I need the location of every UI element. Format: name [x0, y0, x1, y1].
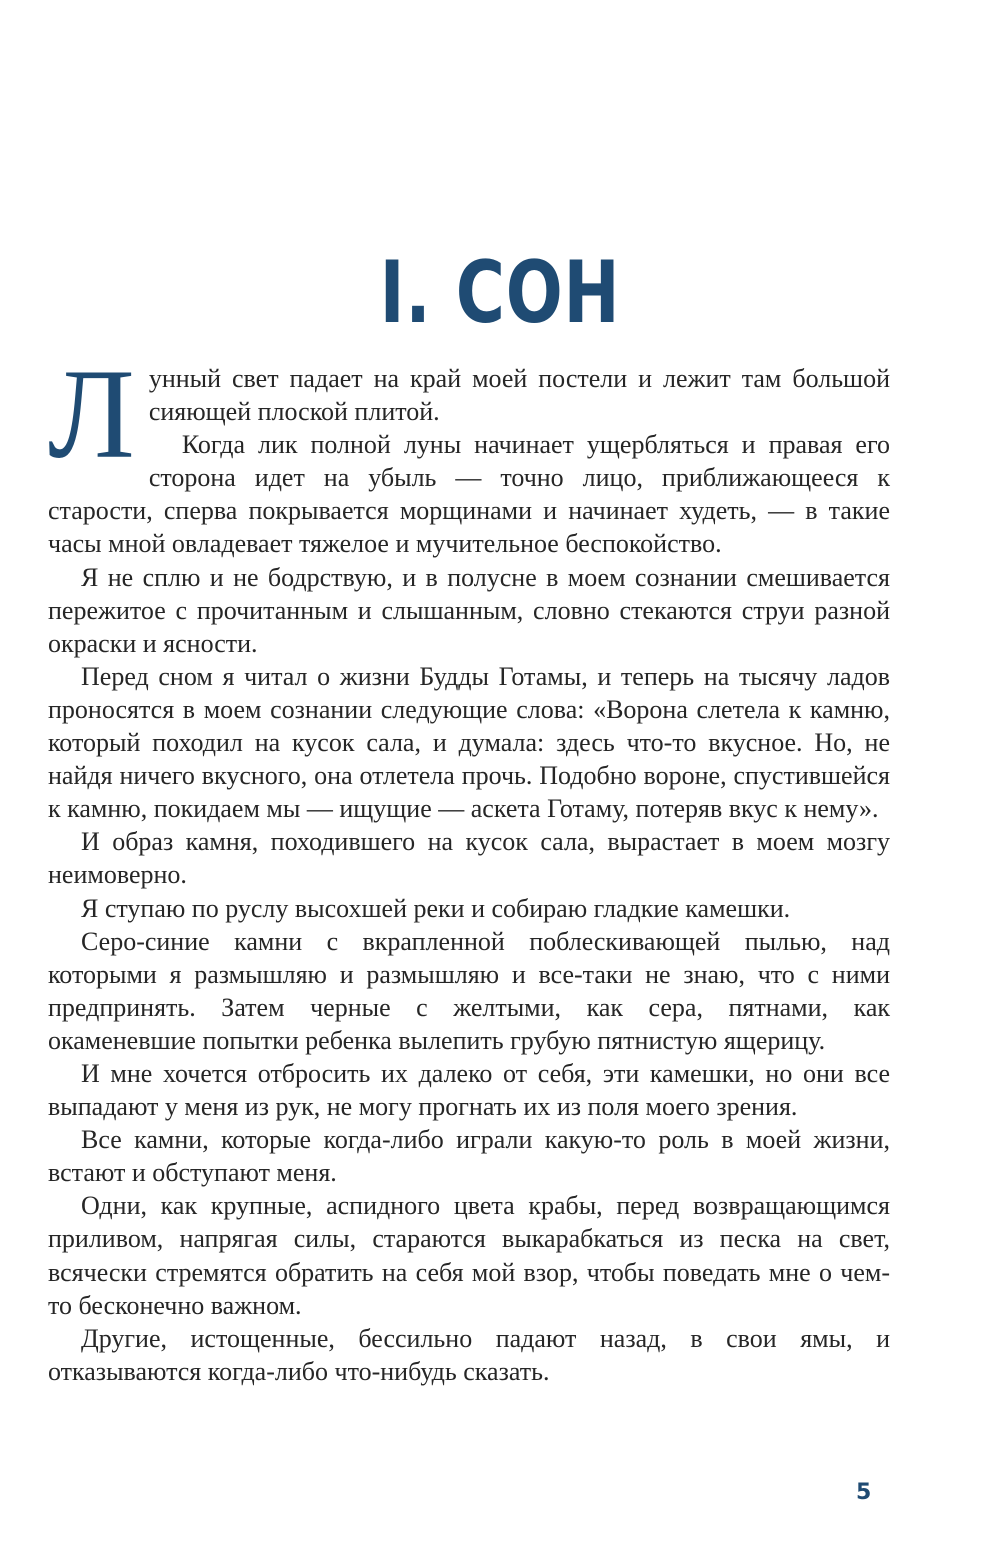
paragraph-2: Когда лик полной луны начинает ущербляться и правая его сторона идет на убыль — точно лицо, приближающееся к старости, сперва покрывается морщинами и начинает худеть, — в такие часы мной овладевает тяжелое и мучительное беспокойство.: [48, 430, 890, 559]
paragraph-6: Я ступаю по руслу высохшей реки и собираю гладкие камешки.: [81, 893, 791, 923]
paragraph-3: Я не сплю и не бодрствую, и в полусне в моем сознании смешивается пережитое с прочитанным и слышанным, словно стекаются струи разной окраски и ясности.: [48, 562, 890, 658]
paragraph-1-text: унный свет падает на край моей постели и лежит там большой сияющей плоской плитой.: [148, 364, 890, 427]
paragraph-11: Другие, истощенные, бессильно падают назад, в свои ямы, и отказываются когда-либо что-нибудь сказать.: [48, 1323, 890, 1386]
paragraph-8: И мне хочется отбросить их далеко от себя, эти камешки, но они все выпадают у меня из рук, не могу прогнать их из поля моего зрения.: [48, 1058, 890, 1122]
chapter-title: I. СОН: [379, 243, 621, 343]
paragraph-10: Одни, как крупные, аспидного цвета крабы, перед возвращающимся приливом, напрягая силы, стараются выкарабкаться из песка на свет, всячески стремятся обратить на себя мой взор, чтобы поведать мне о чем-то бесконечно важном.: [48, 1191, 890, 1320]
paragraph-4: Перед сном я читал о жизни Будды Готамы, и теперь на тысячу ладов проносятся в моем сознании следующие слова: «Ворона слетела к камню, который походил на кусок сала, и думала: здесь что-то вкусное. Но, не найдя ничего вкусного, она отлетела прочь. Подобно вороне, спустившейся к камню, покидаем мы — ищущие — аскета Готаму, потеряв вкус к нему».: [48, 661, 890, 824]
paragraph-5: И образ камня, походившего на кусок сала, вырастает в моем мозгу неимоверно.: [48, 827, 890, 890]
drop-cap-letter: Л: [48, 343, 135, 485]
paragraph-7: Серо-синие камни с вкрапленной поблескивающей пылью, над которыми я размышляю и размышляю и все-таки не знаю, что с ними предпринять. Затем черные с желтыми, как сера, пятнами, как окаменевшие попытки ребенка вылепить грубую пятнистую ящерицу.: [48, 926, 890, 1055]
chapter-text: [48, 343, 890, 1388]
paragraph-1: [48, 343, 890, 485]
page-number: 5: [856, 1480, 872, 1505]
paragraph-9: Все камни, которые когда-либо играли какую-то роль в моей жизни, встают и обступают меня.: [48, 1125, 890, 1188]
